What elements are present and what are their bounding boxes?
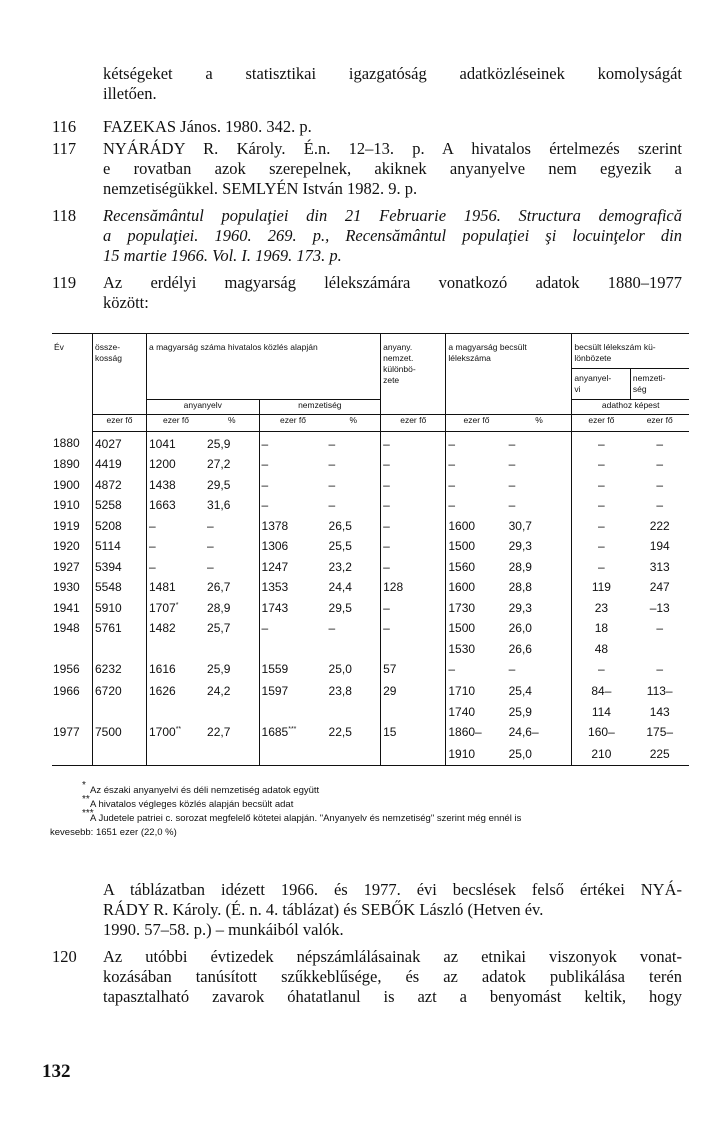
table-cell: 29 xyxy=(381,681,446,702)
table-cell: – xyxy=(508,457,516,471)
table-cell: 1710 xyxy=(446,681,507,702)
table-row xyxy=(52,639,689,660)
table-cell: – xyxy=(259,495,327,516)
table-cell: – xyxy=(446,659,507,681)
after-table-paragraph xyxy=(52,880,682,940)
table-cell xyxy=(259,744,327,765)
footnote-120 xyxy=(52,947,682,1007)
table-cell: – xyxy=(328,457,336,471)
unit-label: ezer fő xyxy=(381,414,446,431)
table-cell: 25,9 xyxy=(207,436,231,451)
footnote-marker: ** xyxy=(175,726,182,733)
table-cell: – xyxy=(381,475,446,496)
table-cell: 1910 xyxy=(446,744,507,765)
table-cell: 28,8 xyxy=(508,580,532,594)
table-cell: – xyxy=(328,498,336,512)
table-cell: 57 xyxy=(381,659,446,681)
table-cell: 23 xyxy=(572,598,631,619)
table-cell xyxy=(93,702,147,723)
table-row xyxy=(52,454,689,475)
note-mark: *** xyxy=(82,808,94,819)
table-cell: 1730 xyxy=(446,598,507,619)
header-estimated: a magyarság becsült lélekszáma xyxy=(446,334,572,415)
year-cell: 1927 xyxy=(52,557,93,578)
note-mark: ** xyxy=(82,794,90,805)
table-body xyxy=(52,431,689,765)
header-relative: adathoz képest xyxy=(572,399,689,414)
year-cell: 1956 xyxy=(52,659,93,681)
header-official: a magyarság száma hivatalos közlés alapján xyxy=(147,334,381,369)
footnote-line: 15 martie 1966. Vol. I. 1969. 173. p. xyxy=(103,246,342,265)
table-cell: 30,7 xyxy=(508,518,532,533)
table-cell: 27,2 xyxy=(207,457,231,471)
statistics-table xyxy=(52,333,689,766)
footnote-line: e rovatban azok szerepelnek, akiknek anyanyelve nem egyezik a xyxy=(103,159,682,178)
table-cell: 26,0 xyxy=(508,621,532,635)
table-cell xyxy=(327,639,381,660)
table-cell: 26,7 xyxy=(207,580,231,594)
table-cell: 29,3 xyxy=(508,539,532,553)
table-cell: 222 xyxy=(649,518,670,533)
table-cell xyxy=(93,639,147,660)
year-cell xyxy=(52,744,93,765)
table-cell xyxy=(630,639,689,660)
table-cell: 128 xyxy=(381,577,446,598)
table-cell: 225 xyxy=(630,744,689,765)
table-cell: 24,4 xyxy=(328,580,352,594)
footnote-marker: * xyxy=(175,601,179,609)
table-notes xyxy=(50,780,692,840)
table-cell xyxy=(381,639,446,660)
table-cell xyxy=(327,702,381,723)
table-cell xyxy=(205,702,259,723)
table-cell: 1860– xyxy=(446,722,507,744)
table-cell: – xyxy=(656,457,664,471)
table-cell xyxy=(205,639,259,660)
footnote-line: Az erdélyi magyarság lélekszámára vonatkozó adatok 1880–1977 xyxy=(103,273,682,292)
table-cell: – xyxy=(572,659,631,681)
table-row xyxy=(52,618,689,639)
header-nationality: nemzetiség xyxy=(259,399,381,414)
header-mother-tongue: anyanyelv xyxy=(147,399,260,414)
table-cell: – xyxy=(656,621,664,635)
table-cell: 1500 xyxy=(446,618,507,639)
year-cell: 1880 xyxy=(52,431,93,454)
table-row xyxy=(52,598,689,619)
table-cell: 25,7 xyxy=(207,621,231,635)
table-cell: 23,2 xyxy=(328,559,352,574)
table-cell: – xyxy=(572,516,631,537)
footnote-line: Az utóbbi évtizedek népszámlálásainak az etnikai viszonyok vonat- xyxy=(103,947,682,966)
table-cell xyxy=(259,639,327,660)
table-cell: 1600 xyxy=(446,516,507,537)
year-cell: 1948 xyxy=(52,618,93,639)
table-cell: – xyxy=(656,477,664,492)
unit-label: ezer fő xyxy=(630,414,689,431)
footnote-119 xyxy=(52,273,682,313)
table-cell: 1707* xyxy=(147,598,206,619)
header-difference: anyany. nemzet. különbö- zete xyxy=(381,334,446,415)
table-cell: 1353 xyxy=(259,577,327,598)
footnote-marker: *** xyxy=(288,726,297,733)
intro-line-2: illetően. xyxy=(103,84,157,103)
table-cell: 6720 xyxy=(95,684,122,698)
table-cell: – xyxy=(381,598,446,619)
table-cell: – xyxy=(446,475,507,496)
unit-label: % xyxy=(507,414,572,431)
table-cell: 119 xyxy=(572,577,631,598)
table-cell: – xyxy=(328,436,336,451)
table-cell: 247 xyxy=(649,580,670,594)
table-cell: 4419 xyxy=(95,457,122,471)
table-cell: 1438 xyxy=(147,475,206,496)
table-cell: – xyxy=(381,618,446,639)
note-mark: * xyxy=(82,780,86,791)
table-cell: – xyxy=(381,557,446,578)
table-cell: 48 xyxy=(572,639,631,660)
footnote-line: FAZEKAS János. 1980. 342. p. xyxy=(103,117,312,136)
table-cell: – xyxy=(508,498,516,512)
table-cell: 5548 xyxy=(95,580,122,594)
table-cell xyxy=(327,744,381,765)
table-cell: 25,0 xyxy=(507,744,572,765)
table-note xyxy=(52,780,692,798)
intro-line-1: kétségeket a statisztikai igazgatóság adatközléseinek komolyságát xyxy=(103,64,682,83)
year-cell: 1941 xyxy=(52,598,93,619)
table-cell: 26,5 xyxy=(328,518,352,533)
table-cell: – xyxy=(572,495,631,516)
statistics-table-container xyxy=(52,333,689,766)
footnote-line: NYÁRÁDY R. Károly. É.n. 12–13. p. A hivatalos értelmezés szerint xyxy=(103,139,682,158)
table-row xyxy=(52,495,689,516)
table-row xyxy=(52,557,689,578)
table-cell: 1530 xyxy=(446,639,507,660)
unit-label: ezer fő xyxy=(93,414,147,431)
table-cell: – xyxy=(259,431,327,454)
table-cell: – xyxy=(656,436,664,451)
table-cell: 1616 xyxy=(147,659,206,681)
footnote-line: kozásában tanúsított szűkkeblűsége, és az adatok publikálása terén xyxy=(103,967,682,986)
table-cell: – xyxy=(147,557,206,578)
table-cell: – xyxy=(446,454,507,475)
table-cell: 1306 xyxy=(259,536,327,557)
table-note xyxy=(50,826,692,840)
note-text: kevesebb: 1651 ezer (22,0 %) xyxy=(50,827,177,838)
table-cell: – xyxy=(572,454,631,475)
table-cell: 1482 xyxy=(147,618,206,639)
table-cell: 25,4 xyxy=(508,684,532,698)
unit-label: % xyxy=(205,414,259,431)
table-cell: 175– xyxy=(646,725,674,739)
table-cell xyxy=(259,702,327,723)
table-cell: 313 xyxy=(649,559,670,574)
table-row xyxy=(52,516,689,537)
header-year: Év xyxy=(52,334,93,432)
table-cell: 6232 xyxy=(95,662,122,676)
footnote-number: 119 xyxy=(52,273,77,292)
table-cell: – xyxy=(446,495,507,516)
table-cell: 28,9 xyxy=(508,559,532,574)
year-cell: 1977 xyxy=(52,722,93,744)
footnote-line: a populaţiei. 1960. 269. p., Recensământul populaţiei şi locuinţelor din xyxy=(103,226,682,245)
table-cell: – xyxy=(572,475,631,496)
footnote-line: nemzetiségükkel. SEMLYÉN István 1982. 9. p. xyxy=(103,179,418,198)
note-text: A hivatalos végleges közlés alapján becsült adat xyxy=(90,799,294,810)
table-cell: 28,9 xyxy=(207,600,231,615)
table-cell: – xyxy=(381,516,446,537)
table-cell: – xyxy=(147,516,206,537)
table-cell: 26,6 xyxy=(508,641,532,656)
footnote-116 xyxy=(52,117,682,137)
table-cell: 7500 xyxy=(95,725,122,739)
table-cell: 5910 xyxy=(95,600,122,615)
paragraph-line: RÁDY R. Károly. (É. n. 4. táblázat) és SEBŐK László (Hetven év. xyxy=(103,900,544,919)
table-cell: 4872 xyxy=(95,477,122,492)
unit-label: ezer fő xyxy=(446,414,507,431)
year-cell: 1966 xyxy=(52,681,93,702)
table-row xyxy=(52,744,689,765)
header-nationality-diff: nemzeti- ség xyxy=(630,369,689,400)
table-cell: 1560 xyxy=(446,557,507,578)
table-cell xyxy=(381,702,446,723)
table-cell: 1200 xyxy=(147,454,206,475)
table-cell: – xyxy=(508,477,516,492)
table-cell: 113– xyxy=(646,684,673,698)
table-cell: 5258 xyxy=(95,498,122,512)
table-cell: 1663 xyxy=(147,495,206,516)
table-row xyxy=(52,702,689,723)
table-cell: – xyxy=(572,536,631,557)
table-cell: 1041 xyxy=(147,431,206,454)
table-cell: 1685*** xyxy=(259,722,327,744)
table-cell: – xyxy=(328,477,336,492)
year-cell: 1930 xyxy=(52,577,93,598)
table-row xyxy=(52,431,689,454)
table-cell: – xyxy=(207,539,214,553)
table-cell: 18 xyxy=(572,618,631,639)
header-mother-tongue-diff: anyanyel- vi xyxy=(572,369,631,400)
table-cell: 31,6 xyxy=(207,498,231,512)
unit-label: ezer fő xyxy=(259,414,327,431)
footnote-line: Recensământul populaţiei din 21 Februarie 1956. Structura demografică xyxy=(103,206,682,225)
table-cell: 24,6– xyxy=(508,725,539,739)
table-cell: – xyxy=(259,454,327,475)
table-cell: 1626 xyxy=(147,681,206,702)
table-cell: 84– xyxy=(572,681,631,702)
table-cell: 1743 xyxy=(259,598,327,619)
year-cell: 1900 xyxy=(52,475,93,496)
table-row xyxy=(52,577,689,598)
table-cell xyxy=(147,702,206,723)
year-cell: 1920 xyxy=(52,536,93,557)
table-cell: 1559 xyxy=(259,659,327,681)
table-cell: 22,7 xyxy=(207,725,231,739)
paragraph-line: 1990. 57–58. p.) – munkáiból valók. xyxy=(103,920,344,939)
table-cell xyxy=(93,744,147,765)
table-cell: 1500 xyxy=(446,536,507,557)
table-cell: – xyxy=(572,557,631,578)
table-cell: – xyxy=(656,498,664,512)
intro-text xyxy=(52,64,682,104)
footnote-number: 118 xyxy=(52,206,77,225)
table-cell: 1600 xyxy=(446,577,507,598)
table-cell: – xyxy=(381,454,446,475)
table-cell: 4027 xyxy=(95,436,122,451)
footnote-118 xyxy=(52,206,682,266)
table-row xyxy=(52,475,689,496)
table-cell: –13 xyxy=(649,600,670,615)
table-cell: – xyxy=(147,536,206,557)
footnote-number: 120 xyxy=(52,947,77,966)
table-cell: – xyxy=(259,618,327,639)
unit-label: % xyxy=(327,414,381,431)
table-cell: – xyxy=(508,662,516,676)
note-text: Az északi anyanyelvi és déli nemzetiség adatok együtt xyxy=(90,785,320,796)
table-cell: 25,0 xyxy=(328,662,352,676)
table-cell xyxy=(147,744,206,765)
table-cell: – xyxy=(572,431,631,454)
year-cell xyxy=(52,702,93,723)
table-row xyxy=(52,659,689,681)
year-cell xyxy=(52,639,93,660)
footnote-line: között: xyxy=(103,293,149,312)
table-cell: 22,5 xyxy=(328,725,352,739)
table-cell: – xyxy=(446,431,507,454)
table-cell: – xyxy=(508,436,516,451)
table-cell: 114 xyxy=(572,702,631,723)
table-cell: – xyxy=(207,559,214,574)
table-cell xyxy=(381,744,446,765)
table-cell: 15 xyxy=(381,722,446,744)
table-cell: 25,5 xyxy=(328,539,352,553)
table-cell: 5394 xyxy=(95,559,122,574)
table-cell: 25,9 xyxy=(207,662,231,676)
table-cell: – xyxy=(381,495,446,516)
table-cell: 5114 xyxy=(95,539,121,553)
table-cell: – xyxy=(207,518,214,533)
header-estimated-diff: becsült lélekszám kü- lönbözete xyxy=(572,334,689,369)
table-cell: – xyxy=(259,475,327,496)
table-cell: 5761 xyxy=(95,621,122,635)
table-cell: 1740 xyxy=(446,702,507,723)
table-cell: 1481 xyxy=(147,577,206,598)
table-cell: 29,5 xyxy=(328,600,352,615)
year-cell: 1919 xyxy=(52,516,93,537)
table-row xyxy=(52,722,689,744)
footnote-number: 116 xyxy=(52,117,77,136)
header-total: össze- kosság xyxy=(93,334,147,415)
table-cell: 160– xyxy=(572,722,631,744)
table-cell: 194 xyxy=(649,539,670,553)
table-cell: – xyxy=(381,431,446,454)
table-cell: 210 xyxy=(572,744,631,765)
year-cell: 1910 xyxy=(52,495,93,516)
table-cell: 1700** xyxy=(147,722,206,744)
table-row xyxy=(52,536,689,557)
unit-label: ezer fő xyxy=(572,414,631,431)
table-cell: 1597 xyxy=(259,681,327,702)
table-cell xyxy=(147,639,206,660)
table-cell xyxy=(205,744,259,765)
unit-label: ezer fő xyxy=(147,414,206,431)
footnote-117 xyxy=(52,139,682,199)
table-cell: 23,8 xyxy=(328,684,352,698)
table-note xyxy=(52,808,692,826)
table-cell: 29,5 xyxy=(207,477,231,492)
table-cell: 25,9 xyxy=(508,704,532,719)
table-cell: – xyxy=(328,621,336,635)
table-cell: 24,2 xyxy=(207,684,231,698)
table-note xyxy=(52,794,692,812)
paragraph-line: A táblázatban idézett 1966. és 1977. évi becslések felső értékei NYÁ- xyxy=(103,880,682,899)
table-cell: 29,3 xyxy=(508,600,532,615)
table-cell: – xyxy=(656,662,664,676)
table-row xyxy=(52,681,689,702)
table-cell: 1247 xyxy=(259,557,327,578)
footnote-number: 117 xyxy=(52,139,77,158)
table-cell: 5208 xyxy=(95,518,122,533)
table-cell: – xyxy=(381,536,446,557)
table-cell: 143 xyxy=(649,704,670,719)
footnote-line: tapasztalható zavarok óhatatlanul is azt a benyomást keltik, hogy xyxy=(103,987,682,1006)
year-cell: 1890 xyxy=(52,454,93,475)
table-cell: 1378 xyxy=(259,516,327,537)
page-number: 132 xyxy=(42,1061,71,1082)
note-text: A Judetele patriei c. sorozat megfelelő kötetei alapján. "Anyanyelv és nemzetiség" szerint még ennél is xyxy=(90,813,522,824)
